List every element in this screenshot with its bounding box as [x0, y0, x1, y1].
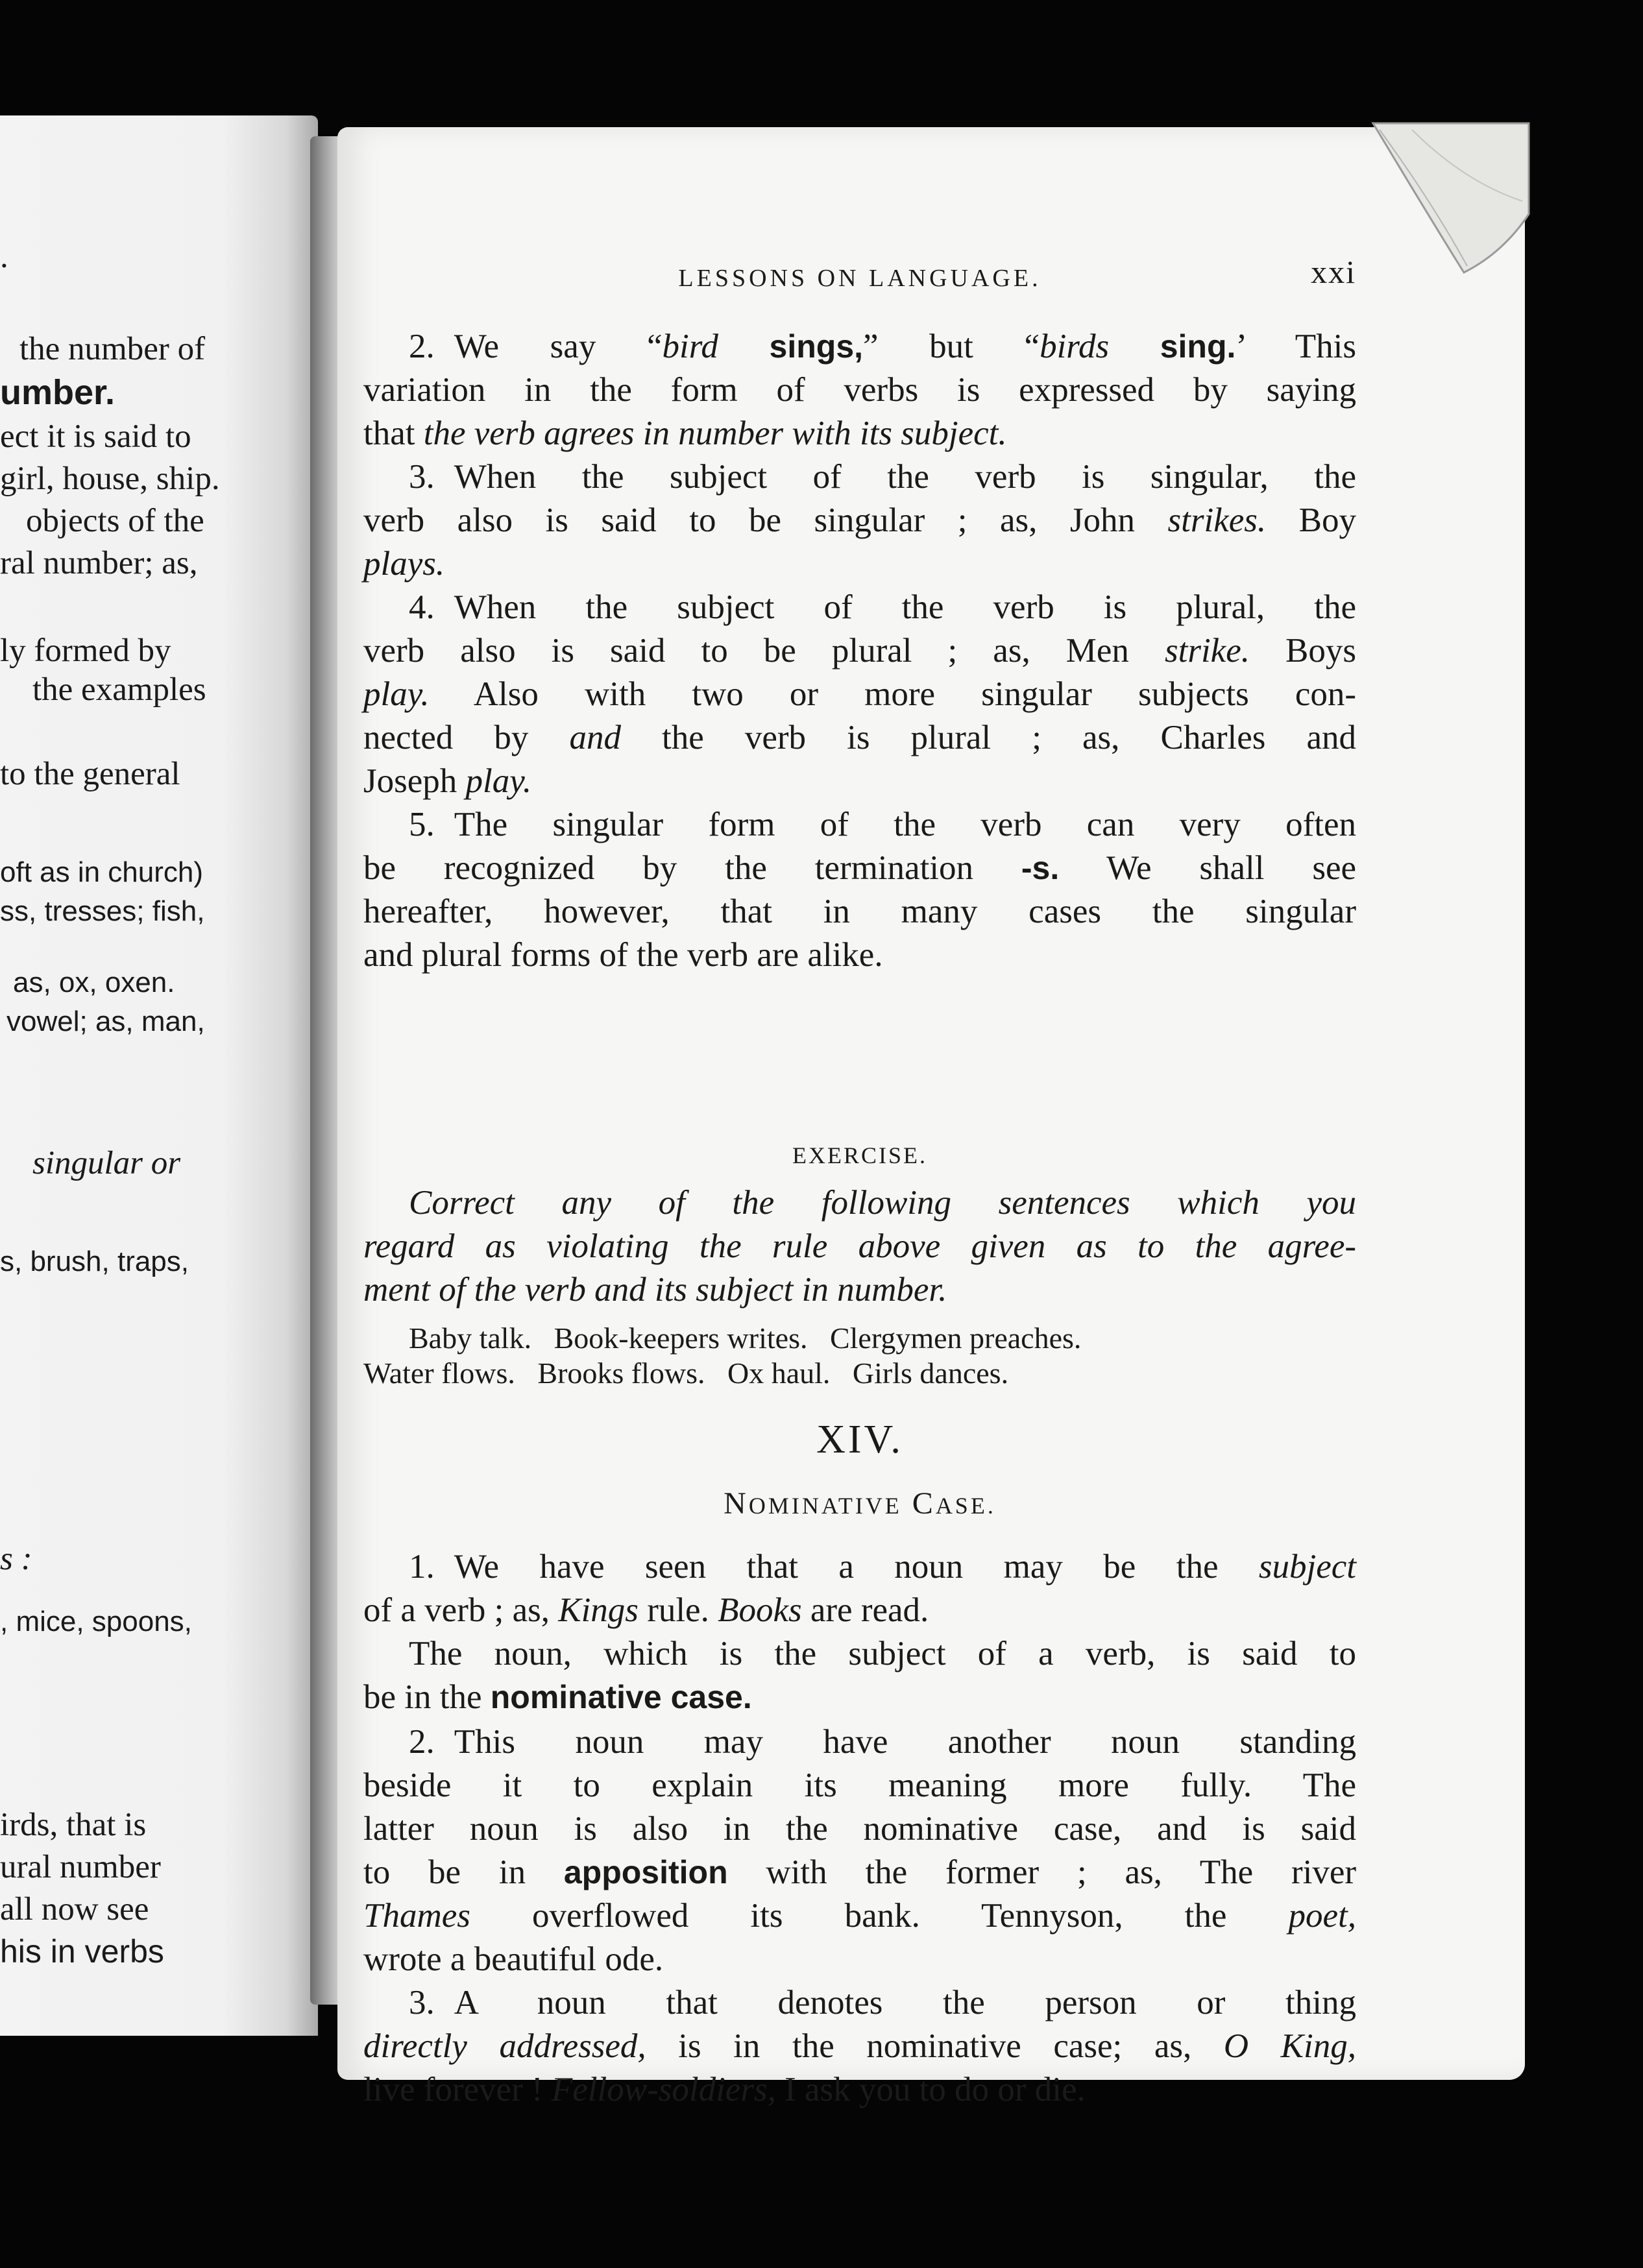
- paragraph-3: [363, 455, 1356, 586]
- text-run: are read.: [801, 1591, 929, 1629]
- left-line: , mice, spoons,: [0, 1606, 192, 1637]
- text-run: ’ This: [1235, 328, 1357, 365]
- paragraph-number: 2.: [409, 1723, 435, 1761]
- paragraph-number: 3.: [409, 1984, 435, 2021]
- text-run: be recognized by the termination: [363, 849, 1021, 887]
- text-run: nected by: [363, 719, 570, 756]
- text-line: [363, 542, 1356, 586]
- left-line: ral number; as,: [0, 545, 198, 581]
- paragraph-number: 3.: [409, 458, 435, 496]
- text-line: [363, 1181, 1356, 1225]
- text-line: Baby talk. Book-keepers writes. Clergymen preaches.: [409, 1321, 1082, 1355]
- text-line: [363, 499, 1356, 542]
- left-line: as, ox, oxen.: [13, 967, 175, 998]
- text-line: [363, 847, 1356, 890]
- italic-run: the verb agrees in number with its subject.: [423, 415, 1007, 452]
- text-run: Boy: [1266, 501, 1356, 539]
- italic-run: Fellow-soldiers,: [551, 2071, 776, 2108]
- text-line: beside it to explain its meaning more fully. The: [363, 1767, 1356, 1804]
- text-line: [363, 1720, 1356, 1764]
- text-line: The noun, which is the subject of a verb, is said to: [409, 1635, 1356, 1672]
- text-line: [363, 1894, 1356, 1938]
- italic-run: O King,: [1223, 2027, 1356, 2065]
- italic-run: and: [569, 719, 621, 756]
- paragraph-number: 4.: [409, 588, 435, 626]
- right-page: [337, 127, 1525, 2108]
- left-line: irds, that is: [0, 1807, 147, 1843]
- text-run: is in the nominative case; as,: [646, 2027, 1224, 2065]
- text-line: [363, 586, 1356, 629]
- text-line: [363, 1589, 1356, 1632]
- title-run: C: [912, 1486, 936, 1521]
- text-line: [363, 760, 1356, 803]
- left-line: the examples: [32, 671, 206, 708]
- text-run: We have seen that a noun may be the: [454, 1548, 1259, 1586]
- title-run: ASE.: [935, 1493, 996, 1519]
- bold-run: -s.: [1021, 850, 1060, 886]
- text-line: [363, 1676, 1356, 1719]
- bold-run: nominative case.: [490, 1679, 752, 1715]
- left-line: umber.: [0, 373, 116, 412]
- italic-run: Kings: [558, 1591, 639, 1629]
- text-run: verb also is said to be plural ; as, Men: [363, 632, 1165, 670]
- section-3: [363, 1981, 1356, 2112]
- text-line: [363, 2068, 1356, 2112]
- text-run: A noun that denotes the person or thing: [454, 1984, 1356, 2021]
- text-line: latter noun is also in the nominative case, and is said: [363, 1810, 1356, 1848]
- running-title: LESSONS ON LANGUAGE.: [678, 265, 1041, 292]
- text-line: [363, 803, 1356, 847]
- text-run: overflowed its bank. Tennyson, the: [470, 1897, 1289, 1935]
- text-line: [363, 1851, 1356, 1894]
- text-line: [363, 673, 1356, 716]
- left-line: girl, house, ship.: [0, 461, 220, 497]
- paragraph-number: 2.: [409, 328, 435, 365]
- text-run: We say “: [454, 328, 663, 365]
- text-run: The singular form of the verb can very often: [454, 806, 1356, 843]
- italic-run: subject: [1258, 1548, 1356, 1586]
- text-run: the verb is plural ; as, Charles and: [620, 719, 1356, 756]
- bold-run: sing.: [1160, 328, 1236, 365]
- text-line: variation in the form of verbs is expressed by saying: [363, 371, 1356, 409]
- page-number: xxi: [1311, 254, 1356, 290]
- left-line: ural number: [0, 1849, 161, 1885]
- italic-run: poet,: [1288, 1897, 1356, 1935]
- exercise-heading: EXERCISE.: [792, 1142, 927, 1168]
- text-run: When the subject of the verb is singular, the: [454, 458, 1356, 496]
- left-line: s, brush, traps,: [0, 1246, 189, 1277]
- text-line: [363, 1225, 1356, 1268]
- left-line: his in verbs: [0, 1933, 164, 1970]
- text-run: ” but “: [863, 328, 1040, 365]
- chapter-title: [363, 1482, 1356, 1528]
- italic-run: Thames: [363, 1897, 470, 1935]
- left-line: ss, tresses; fish,: [0, 895, 205, 927]
- section-2: [363, 1720, 1356, 1981]
- text-run: rule.: [638, 1591, 718, 1629]
- text-line: [363, 1268, 1356, 1312]
- title-run: N: [724, 1486, 749, 1521]
- text-run: be in the: [363, 1678, 491, 1716]
- text-line: hereafter, however, that in many cases the singular: [363, 893, 1356, 930]
- text-line: [363, 2025, 1356, 2068]
- left-line: vowel; as, man,: [6, 1006, 205, 1037]
- left-line: all now see: [0, 1891, 149, 1927]
- italic-run: plays.: [363, 545, 445, 583]
- running-header: [363, 250, 1356, 292]
- text-run: that: [363, 415, 424, 452]
- italic-run: play.: [363, 675, 430, 713]
- paragraph-number: 1.: [409, 1548, 435, 1586]
- left-line: the number of: [19, 331, 206, 367]
- italic-run: directly addressed,: [363, 2027, 646, 2065]
- text-run: live forever !: [363, 2071, 552, 2108]
- italic-run: Books: [718, 1591, 802, 1629]
- section-1: [363, 1545, 1356, 1719]
- left-line: to the general: [0, 756, 180, 792]
- italic-run: bird: [662, 328, 718, 365]
- paragraph-4: [363, 586, 1356, 803]
- paragraph-5: [363, 803, 1356, 977]
- text-run: Joseph: [363, 762, 466, 800]
- exercise-sentences: [363, 1321, 1356, 1391]
- text-line: [363, 716, 1356, 760]
- text-run: We shall see: [1059, 849, 1356, 887]
- italic-run: ment of the verb and its subject in number.: [363, 1271, 947, 1309]
- text-run: of a verb ; as,: [363, 1591, 559, 1629]
- italic-run: birds: [1040, 328, 1110, 365]
- left-line: singular or: [32, 1145, 181, 1181]
- bold-run: apposition: [563, 1854, 728, 1890]
- text-line: [363, 1981, 1356, 2025]
- left-line: oft as in church): [0, 856, 204, 888]
- text-run: When the subject of the verb is plural, the: [454, 588, 1356, 626]
- italic-run: strike.: [1164, 632, 1250, 670]
- italic-run: Correct any of the following sentences which you: [409, 1184, 1356, 1222]
- bold-run: sings,: [769, 328, 864, 365]
- italic-run: regard as violating the rule above given as to the agree-: [363, 1227, 1356, 1265]
- text-line: [363, 455, 1356, 499]
- text-run: verb also is said to be singular ; as, John: [363, 501, 1168, 539]
- text-run: to be in: [363, 1853, 564, 1891]
- paragraph-number: 5.: [409, 806, 435, 843]
- text-run: I ask you to do or die.: [775, 2071, 1086, 2108]
- left-facing-page: [0, 115, 318, 2036]
- exercise-instructions: [363, 1181, 1356, 1312]
- text-line: Water flows. Brooks flows. Ox haul. Girls dances.: [363, 1357, 1009, 1390]
- text-run: Boys: [1249, 632, 1356, 670]
- left-line: ect it is said to: [0, 418, 191, 455]
- text-line: wrote a beautiful ode.: [363, 1940, 664, 1978]
- text-line: [363, 629, 1356, 673]
- text-run: with the former ; as, The river: [727, 1853, 1356, 1891]
- left-line: ly formed by: [0, 633, 171, 669]
- paragraph-2: [363, 325, 1356, 455]
- text-run: This noun may have another noun standing: [454, 1723, 1356, 1761]
- text-line: [363, 1545, 1356, 1589]
- text-line: and plural forms of the verb are alike.: [363, 936, 883, 974]
- italic-run: play.: [465, 762, 532, 800]
- text-run: Also with two or more singular subjects con-: [429, 675, 1356, 713]
- title-run: OMINATIVE: [748, 1493, 902, 1519]
- left-line: objects of the: [26, 503, 204, 539]
- chapter-numeral: XIV.: [816, 1418, 903, 1462]
- text-line: [363, 412, 1356, 455]
- left-line: .: [0, 239, 8, 275]
- text-line: [363, 325, 1356, 368]
- page-corner-fold-icon: [1334, 123, 1529, 285]
- italic-run: strikes.: [1167, 501, 1267, 539]
- left-line: s :: [0, 1541, 32, 1577]
